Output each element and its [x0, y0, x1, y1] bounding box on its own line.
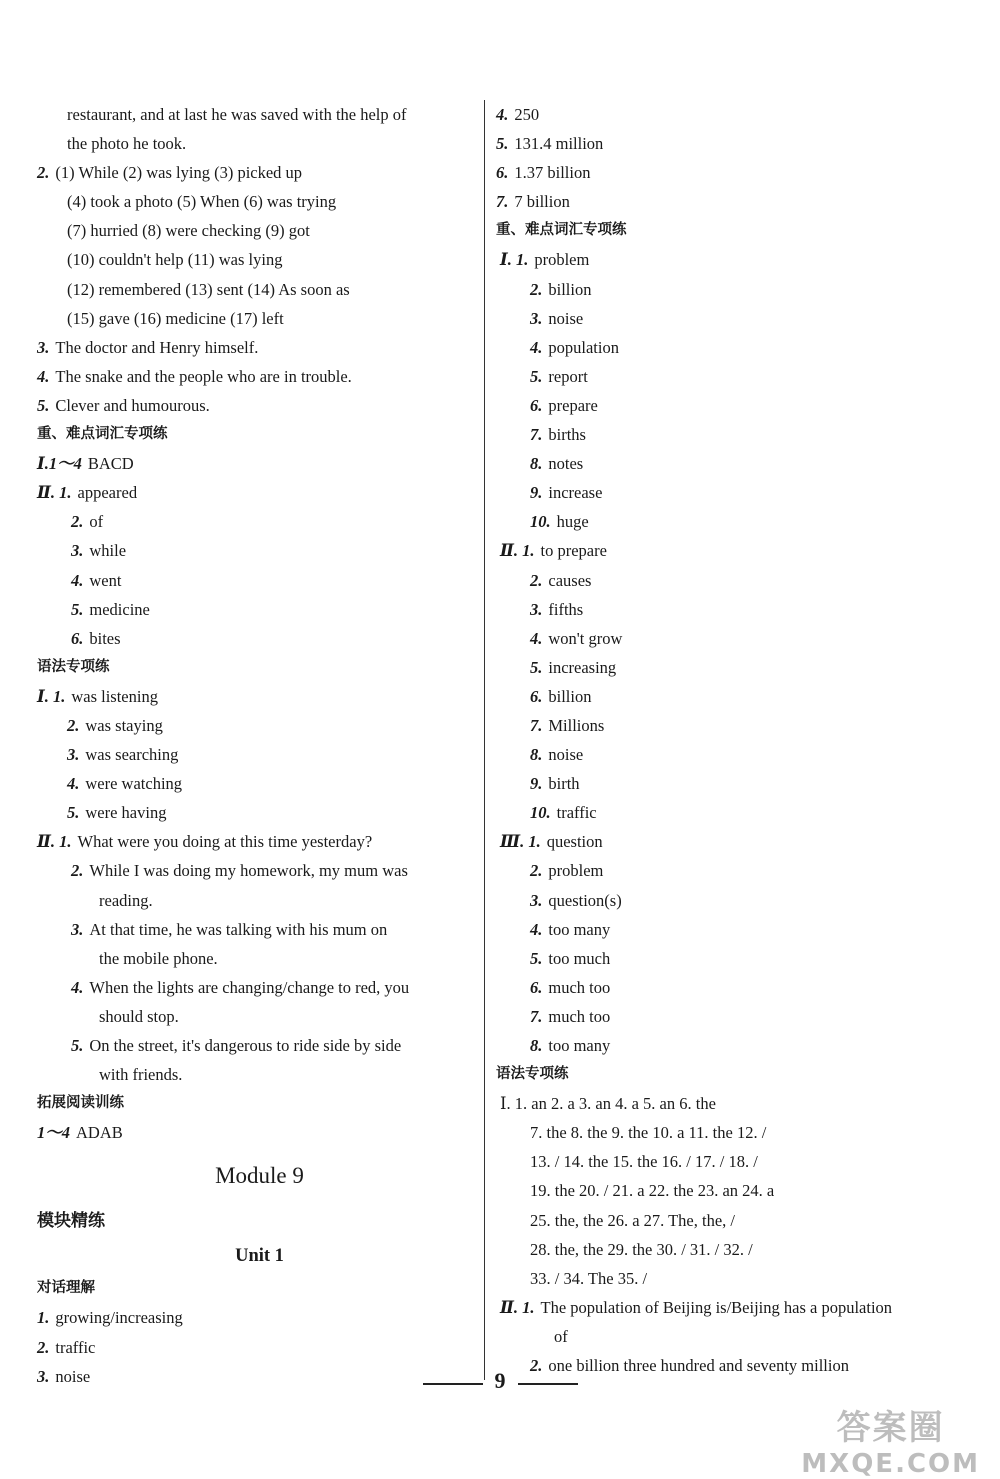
item-number: 8. [530, 1036, 543, 1055]
item-number: 4. [71, 570, 84, 590]
item-number: Ⅱ. 1. [37, 832, 72, 852]
item-number: 5. [496, 134, 509, 154]
answer-text: was listening [71, 686, 158, 706]
left-column [37, 100, 482, 1391]
answer-line [496, 478, 956, 507]
answer-line [496, 1031, 956, 1060]
answer-text: population [548, 337, 619, 357]
item-number: 7. [496, 192, 509, 212]
answer-line [496, 1002, 956, 1031]
answer-text: billion [548, 686, 592, 706]
answer-line: should stop. [99, 1006, 179, 1026]
answer-line [37, 973, 482, 1002]
answer-line: reading. [99, 890, 153, 910]
answer-line: 33. / 34. The 35. / [530, 1268, 648, 1288]
answer-line [37, 449, 482, 478]
answer-line [37, 507, 482, 536]
item-number: 6. [71, 628, 84, 648]
item-number: 2. [67, 715, 80, 735]
item-number: 6. [496, 163, 509, 183]
answer-text: report [548, 366, 588, 386]
answer-line [37, 595, 482, 624]
item-number: 5. [71, 599, 84, 619]
item-number: 5. [67, 803, 80, 823]
answer-text: huge [556, 512, 589, 532]
column-divider [484, 100, 485, 1380]
answer-text: noise [548, 308, 584, 328]
item-number: 10. [530, 512, 551, 532]
item-number: 4. [530, 337, 543, 357]
answer-text: question [546, 832, 603, 852]
answer-line [37, 566, 482, 595]
answer-line [37, 856, 482, 885]
answer-line: (12) remembered (13) sent (14) As soon as [67, 279, 350, 299]
item-number: Ⅱ. 1. [500, 541, 535, 561]
answer-line [37, 624, 482, 653]
answer-text: medicine [89, 599, 150, 619]
answer-line [37, 827, 482, 856]
item-number: 3. [530, 599, 543, 619]
item-number: 1～4 [37, 1123, 70, 1143]
answer-line: of [554, 1326, 568, 1346]
answer-text: While I was doing my homework, my mum was [89, 861, 408, 881]
answer-text: growing/increasing [55, 1308, 183, 1328]
answer-line [496, 420, 956, 449]
item-number: Ⅰ.1～4 [37, 454, 82, 474]
item-number: 5. [530, 948, 543, 968]
answer-line [496, 507, 956, 536]
answer-text: too much [548, 948, 611, 968]
answer-text: too many [548, 919, 611, 939]
answer-line [37, 1333, 482, 1362]
answer-line [496, 100, 956, 129]
module-title: Module 9 [215, 1163, 304, 1189]
answer-line [496, 391, 956, 420]
item-number: Ⅱ. 1. [500, 1297, 535, 1317]
answer-text: was searching [85, 745, 179, 765]
answer-text: 1.37 billion [514, 163, 591, 183]
answer-line [37, 1031, 482, 1060]
answer-text: 7 billion [514, 192, 570, 212]
answer-text: billion [548, 279, 592, 299]
answer-text: noise [548, 745, 584, 765]
answer-text: The snake and the people who are in trouble. [55, 366, 352, 386]
answer-line [496, 682, 956, 711]
item-number: Ⅰ. 1. [500, 250, 529, 270]
watermark-url: MXQE.COM [801, 1449, 980, 1479]
answer-text: birth [548, 774, 580, 794]
answer-text: births [548, 425, 586, 445]
answer-line [496, 740, 956, 769]
answer-line: 13. / 14. the 15. the 16. / 17. / 18. / [530, 1152, 758, 1172]
item-number: 10. [530, 803, 551, 823]
item-number: 7. [530, 1006, 543, 1026]
answer-line [496, 944, 956, 973]
item-number: 3. [71, 541, 84, 561]
answer-line [37, 769, 482, 798]
item-number: 5. [530, 366, 543, 386]
item-number: Ⅲ. 1. [500, 832, 541, 852]
item-number: 3. [67, 745, 80, 765]
answer-line [37, 333, 482, 362]
answer-text: were watching [85, 774, 183, 794]
item-number: 2. [530, 861, 543, 881]
answer-text: noise [55, 1366, 91, 1386]
item-number: 3. [530, 308, 543, 328]
item-number: 5. [37, 395, 50, 415]
footer-ornament-left [423, 1383, 483, 1385]
item-number: 2. [530, 1356, 543, 1376]
item-number: 2. [37, 1337, 50, 1357]
answer-text: were having [85, 803, 167, 823]
item-number: 2. [530, 570, 543, 590]
answer-text: Clever and humourous. [55, 395, 210, 415]
answer-text: while [89, 541, 127, 561]
answer-text: Millions [548, 715, 605, 735]
answer-text: too many [548, 1036, 611, 1055]
item-number: 1. [37, 1308, 50, 1328]
answer-line [496, 624, 956, 653]
answer-line [496, 449, 956, 478]
answer-line: with friends. [99, 1065, 183, 1085]
answer-line: (4) took a photo (5) When (6) was trying [67, 192, 337, 212]
answer-line [496, 711, 956, 740]
answer-line [37, 1118, 482, 1147]
answer-text: traffic [556, 803, 597, 823]
item-number: 6. [530, 395, 543, 415]
section-heading: 拓展阅读训练 [37, 1095, 124, 1112]
answer-text: traffic [55, 1337, 96, 1357]
answer-text: On the street, it's dangerous to ride side by side [89, 1036, 402, 1055]
answer-text: ADAB [76, 1123, 123, 1143]
unit-title: Unit 1 [235, 1246, 284, 1267]
item-number: 8. [530, 454, 543, 474]
answer-line: Ⅰ. 1. an 2. a 3. an 4. a 5. an 6. the [500, 1094, 716, 1114]
section-heading: 对话理解 [37, 1280, 95, 1297]
answer-line [37, 740, 482, 769]
section-heading: 语法专项练 [496, 1066, 569, 1083]
footer-ornament-right [518, 1383, 578, 1385]
section-heading: 重、难点词汇专项练 [496, 222, 627, 239]
answer-line [496, 653, 956, 682]
item-number: 2. [530, 279, 543, 299]
item-number: 5. [71, 1036, 84, 1055]
answer-line [37, 1303, 482, 1332]
answer-text: (1) While (2) was lying (3) picked up [55, 163, 303, 183]
answer-line [496, 245, 956, 274]
answer-line [37, 391, 482, 420]
answer-text: BACD [87, 454, 134, 474]
answer-line: (7) hurried (8) were checking (9) got [67, 221, 310, 241]
page-number: 9 [494, 1368, 506, 1393]
answer-text: won't grow [548, 628, 623, 648]
item-number: 4. [67, 774, 80, 794]
answer-text: problem [548, 861, 604, 881]
answer-text: much too [548, 1006, 611, 1026]
right-column [496, 100, 956, 1380]
item-number: 6. [530, 977, 543, 997]
answer-line: the mobile phone. [99, 948, 218, 968]
answer-line [496, 769, 956, 798]
answer-line [496, 566, 956, 595]
answer-text: appeared [77, 483, 138, 503]
answer-line: (15) gave (16) medicine (17) left [67, 308, 284, 328]
item-number: 7. [530, 715, 543, 735]
item-number: 4. [530, 919, 543, 939]
answer-text: of [89, 512, 104, 532]
answer-line [496, 187, 956, 216]
answer-line: 28. the, the 29. the 30. / 31. / 32. / [530, 1239, 753, 1259]
answer-line [496, 798, 956, 827]
item-number: 4. [37, 366, 50, 386]
item-number: 3. [37, 1366, 50, 1386]
watermark-logo-text: 答案圈 [836, 1408, 945, 1448]
item-number: 9. [530, 774, 543, 794]
item-number: 6. [530, 686, 543, 706]
answer-line [37, 711, 482, 740]
answer-line [496, 275, 956, 304]
answer-line [37, 158, 482, 187]
answer-text: What were you doing at this time yesterday? [77, 832, 373, 852]
answer-text: problem [534, 250, 590, 270]
answer-text: At that time, he was talking with his mum on [89, 919, 388, 939]
answer-text: 250 [514, 105, 540, 124]
answer-text: causes [548, 570, 592, 590]
answer-line [37, 798, 482, 827]
item-number: 3. [71, 919, 84, 939]
item-number: 7. [530, 425, 543, 445]
answer-text: The doctor and Henry himself. [55, 337, 259, 357]
item-number: 8. [530, 745, 543, 765]
answer-text: When the lights are changing/change to red, you [89, 977, 410, 997]
answer-line [496, 1293, 956, 1322]
answer-line [37, 915, 482, 944]
answer-text: one billion three hundred and seventy million [548, 1356, 849, 1376]
section-title: 模块精练 [37, 1211, 105, 1232]
item-number: 4. [530, 628, 543, 648]
answer-line [496, 827, 956, 856]
item-number: 2. [71, 512, 84, 532]
answer-line [496, 333, 956, 362]
item-number: 2. [37, 163, 50, 183]
answer-text: to prepare [540, 541, 607, 561]
answer-text: went [89, 570, 122, 590]
item-number: 3. [530, 890, 543, 910]
answer-text: prepare [548, 395, 598, 415]
answer-line: restaurant, and at last he was saved with the help of [67, 105, 407, 124]
answer-line [496, 886, 956, 915]
answer-line [496, 304, 956, 333]
answer-line [37, 478, 482, 507]
answer-text: notes [548, 454, 584, 474]
answer-line [496, 362, 956, 391]
answer-line [496, 536, 956, 565]
answer-text: 131.4 million [514, 134, 604, 154]
answer-text: increase [548, 483, 603, 503]
answer-line: the photo he took. [67, 134, 187, 154]
answer-text: fifths [548, 599, 584, 619]
answer-text: increasing [548, 657, 617, 677]
answer-line [37, 362, 482, 391]
section-heading: 语法专项练 [37, 658, 110, 675]
answer-text: bites [89, 628, 121, 648]
item-number: 3. [37, 337, 50, 357]
section-heading: 重、难点词汇专项练 [37, 426, 168, 443]
answer-line [496, 856, 956, 885]
answer-line: 25. the, the 26. a 27. The, the, / [530, 1210, 735, 1230]
answer-line [496, 973, 956, 1002]
item-number: 2. [71, 861, 84, 881]
answer-text: question(s) [548, 890, 622, 910]
answer-line [496, 129, 956, 158]
item-number: 5. [530, 657, 543, 677]
item-number: 4. [71, 977, 84, 997]
page-footer [0, 1368, 1000, 1394]
answer-line: (10) couldn't help (11) was lying [67, 250, 283, 270]
answer-line [496, 595, 956, 624]
answer-text: The population of Beijing is/Beijing has a population [540, 1297, 893, 1317]
item-number: Ⅱ. 1. [37, 483, 72, 503]
answer-line: 7. the 8. the 9. the 10. a 11. the 12. / [530, 1123, 767, 1143]
item-number: Ⅰ. 1. [37, 686, 66, 706]
watermark [801, 1400, 980, 1479]
answer-text: much too [548, 977, 611, 997]
answer-line [496, 915, 956, 944]
item-number: 4. [496, 105, 509, 124]
answer-line [37, 536, 482, 565]
answer-line [496, 158, 956, 187]
answer-text: was staying [85, 715, 163, 735]
answer-line [37, 682, 482, 711]
item-number: 9. [530, 483, 543, 503]
answer-line: 19. the 20. / 21. a 22. the 23. an 24. a [530, 1181, 775, 1201]
